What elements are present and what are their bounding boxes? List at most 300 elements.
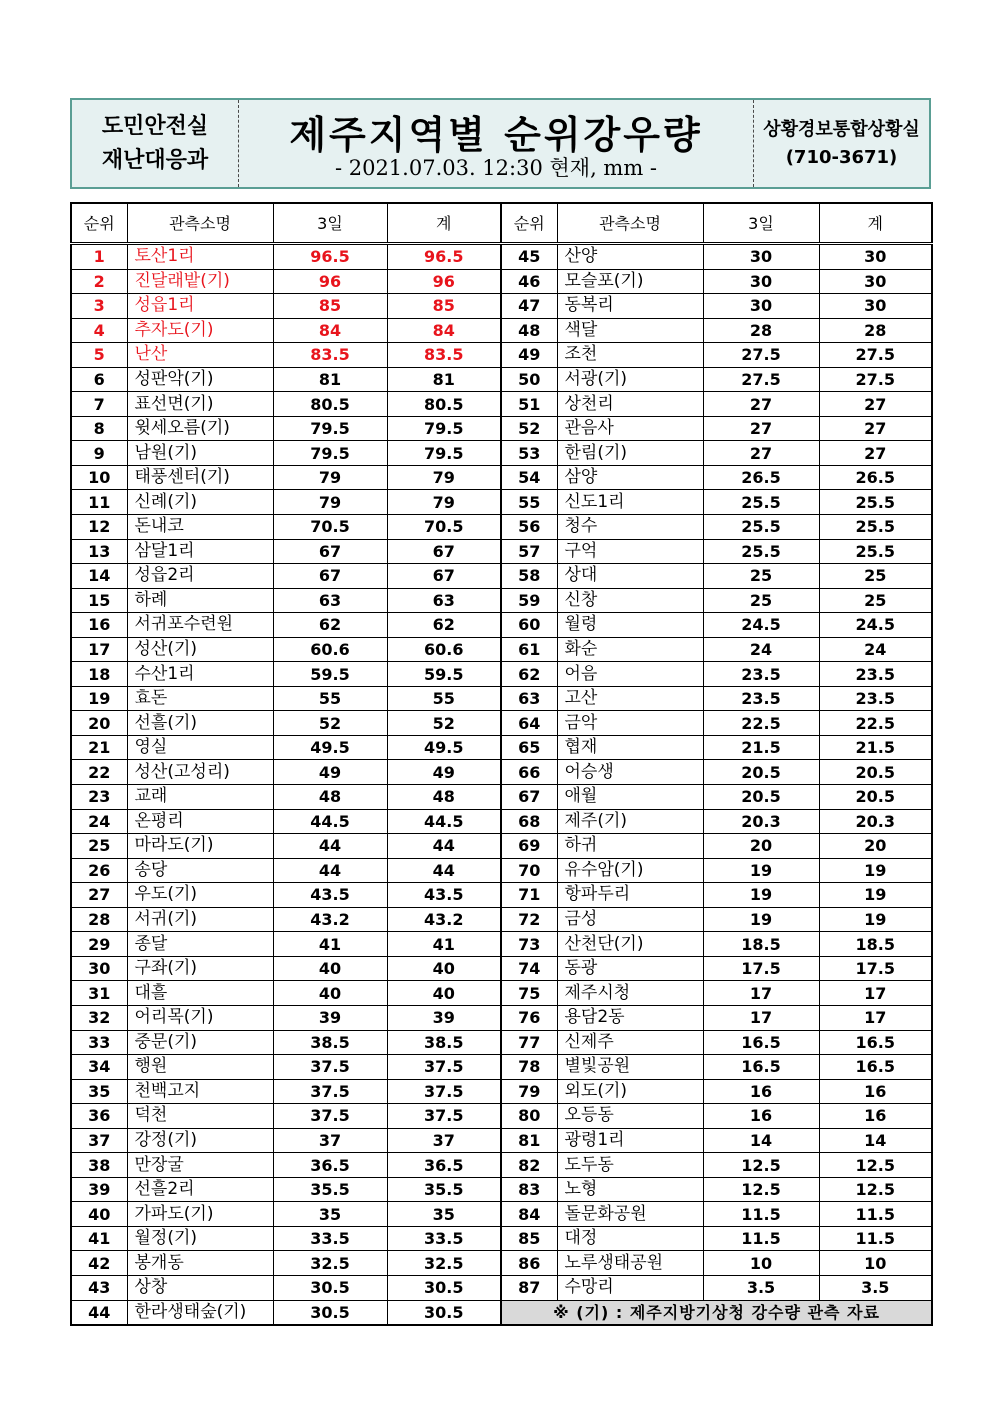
rank-cell: 58 [501, 564, 557, 589]
total-rainfall-cell: 30 [819, 244, 932, 270]
total-rainfall-cell: 14 [819, 1128, 932, 1153]
rank-cell: 65 [501, 735, 557, 760]
total-rainfall-cell: 16.5 [819, 1030, 932, 1055]
station-name-cell: 강정(기) [127, 1128, 273, 1153]
table-row [71, 858, 501, 883]
station-name-cell: 종달 [127, 932, 273, 957]
station-name-cell: 협재 [557, 735, 703, 760]
table-row [501, 711, 932, 736]
three-day-rainfall-cell: 30 [703, 269, 819, 294]
three-day-rainfall-cell: 20.5 [703, 760, 819, 785]
col-header-rank: 순위 [501, 203, 557, 244]
station-name-cell: 조천 [557, 343, 703, 368]
three-day-rainfall-cell: 41 [273, 932, 387, 957]
three-day-rainfall-cell: 12.5 [703, 1153, 819, 1178]
total-rainfall-cell: 25.5 [819, 539, 932, 564]
total-rainfall-cell: 49.5 [387, 735, 501, 760]
station-name-cell: 만장굴 [127, 1153, 273, 1178]
rank-cell: 71 [501, 883, 557, 908]
total-rainfall-cell: 35 [387, 1202, 501, 1227]
total-rainfall-cell: 23.5 [819, 686, 932, 711]
three-day-rainfall-cell: 23.5 [703, 662, 819, 687]
table-row [71, 465, 501, 490]
total-rainfall-cell: 30.5 [387, 1275, 501, 1300]
total-rainfall-cell: 83.5 [387, 343, 501, 368]
table-row [501, 1251, 932, 1276]
department-line1: 도민안전실 [101, 113, 209, 139]
total-rainfall-cell: 20 [819, 834, 932, 859]
total-rainfall-cell: 38.5 [387, 1030, 501, 1055]
three-day-rainfall-cell: 80.5 [273, 392, 387, 417]
station-name-cell: 어음 [557, 662, 703, 687]
rank-cell: 42 [71, 1251, 127, 1276]
office-name: 상황경보통합상황실 [763, 118, 920, 140]
station-name-cell: 진달래밭(기) [127, 269, 273, 294]
rank-cell: 67 [501, 785, 557, 810]
three-day-rainfall-cell: 25.5 [703, 515, 819, 540]
total-rainfall-cell: 12.5 [819, 1153, 932, 1178]
table-row [71, 956, 501, 981]
table-row [501, 932, 932, 957]
rank-cell: 1 [71, 244, 127, 270]
station-name-cell: 동광 [557, 956, 703, 981]
total-rainfall-cell: 27 [819, 392, 932, 417]
three-day-rainfall-cell: 25 [703, 564, 819, 589]
rank-cell: 56 [501, 515, 557, 540]
station-name-cell: 토산1리 [127, 244, 273, 270]
rank-cell: 18 [71, 662, 127, 687]
three-day-rainfall-cell: 27 [703, 392, 819, 417]
rank-cell: 36 [71, 1104, 127, 1129]
table-row [71, 809, 501, 834]
office-box [754, 100, 929, 187]
three-day-rainfall-cell: 11.5 [703, 1202, 819, 1227]
col-header-station: 관측소명 [557, 203, 703, 244]
station-name-cell: 천백고지 [127, 1079, 273, 1104]
total-rainfall-cell: 60.6 [387, 637, 501, 662]
station-name-cell: 서광(기) [557, 367, 703, 392]
rainfall-table-left [70, 202, 502, 1326]
station-name-cell: 도두동 [557, 1153, 703, 1178]
three-day-rainfall-cell: 20 [703, 834, 819, 859]
table-row [501, 1128, 932, 1153]
station-name-cell: 모슬포(기) [557, 269, 703, 294]
three-day-rainfall-cell: 25.5 [703, 539, 819, 564]
rank-cell: 2 [71, 269, 127, 294]
total-rainfall-cell: 12.5 [819, 1177, 932, 1202]
station-name-cell: 추자도(기) [127, 318, 273, 343]
col-header-three-day: 3일 [273, 203, 387, 244]
rank-cell: 35 [71, 1079, 127, 1104]
table-row [501, 1275, 932, 1300]
rank-cell: 31 [71, 981, 127, 1006]
rank-cell: 30 [71, 956, 127, 981]
table-row [501, 244, 932, 270]
three-day-rainfall-cell: 59.5 [273, 662, 387, 687]
three-day-rainfall-cell: 30.5 [273, 1300, 387, 1325]
table-header-row [71, 203, 501, 244]
table-row [71, 637, 501, 662]
table-row [501, 1177, 932, 1202]
three-day-rainfall-cell: 28 [703, 318, 819, 343]
col-header-three-day: 3일 [703, 203, 819, 244]
rank-cell: 53 [501, 441, 557, 466]
total-rainfall-cell: 30 [819, 269, 932, 294]
table-row [501, 392, 932, 417]
total-rainfall-cell: 23.5 [819, 662, 932, 687]
total-rainfall-cell: 79 [387, 465, 501, 490]
rank-cell: 40 [71, 1202, 127, 1227]
three-day-rainfall-cell: 32.5 [273, 1251, 387, 1276]
table-row [71, 294, 501, 319]
table-row [71, 564, 501, 589]
table-row [501, 269, 932, 294]
table-row [501, 735, 932, 760]
three-day-rainfall-cell: 62 [273, 613, 387, 638]
total-rainfall-cell: 11.5 [819, 1226, 932, 1251]
rainfall-table-right [500, 202, 933, 1326]
three-day-rainfall-cell: 11.5 [703, 1226, 819, 1251]
total-rainfall-cell: 44 [387, 858, 501, 883]
station-name-cell: 색달 [557, 318, 703, 343]
rank-cell: 86 [501, 1251, 557, 1276]
rank-cell: 39 [71, 1177, 127, 1202]
three-day-rainfall-cell: 40 [273, 981, 387, 1006]
rank-cell: 11 [71, 490, 127, 515]
total-rainfall-cell: 28 [819, 318, 932, 343]
three-day-rainfall-cell: 19 [703, 883, 819, 908]
table-row [71, 1104, 501, 1129]
rank-cell: 52 [501, 416, 557, 441]
station-name-cell: 산천단(기) [557, 932, 703, 957]
table-row [501, 515, 932, 540]
table-row [71, 883, 501, 908]
table-row [71, 244, 501, 270]
station-name-cell: 구억 [557, 539, 703, 564]
station-name-cell: 성읍1리 [127, 294, 273, 319]
rank-cell: 70 [501, 858, 557, 883]
rank-cell: 28 [71, 907, 127, 932]
rank-cell: 29 [71, 932, 127, 957]
table-row [71, 343, 501, 368]
rank-cell: 83 [501, 1177, 557, 1202]
station-name-cell: 돌문화공원 [557, 1202, 703, 1227]
rank-cell: 41 [71, 1226, 127, 1251]
total-rainfall-cell: 81 [387, 367, 501, 392]
three-day-rainfall-cell: 84 [273, 318, 387, 343]
rank-cell: 73 [501, 932, 557, 957]
total-rainfall-cell: 41 [387, 932, 501, 957]
total-rainfall-cell: 35.5 [387, 1177, 501, 1202]
three-day-rainfall-cell: 18.5 [703, 932, 819, 957]
total-rainfall-cell: 67 [387, 564, 501, 589]
total-rainfall-cell: 37.5 [387, 1079, 501, 1104]
station-name-cell: 애월 [557, 785, 703, 810]
table-row [501, 662, 932, 687]
table-row [71, 1128, 501, 1153]
three-day-rainfall-cell: 37 [273, 1128, 387, 1153]
table-row [501, 858, 932, 883]
table-row [71, 1251, 501, 1276]
rank-cell: 3 [71, 294, 127, 319]
report-title: 제주지역별 순위강우량 [289, 113, 703, 157]
station-name-cell: 수망리 [557, 1275, 703, 1300]
table-row [71, 1202, 501, 1227]
rank-cell: 13 [71, 539, 127, 564]
station-name-cell: 유수암(기) [557, 858, 703, 883]
station-name-cell: 상천리 [557, 392, 703, 417]
table-row [501, 1055, 932, 1080]
station-name-cell: 상대 [557, 564, 703, 589]
rank-cell: 76 [501, 1005, 557, 1030]
total-rainfall-cell: 79.5 [387, 441, 501, 466]
three-day-rainfall-cell: 17 [703, 1005, 819, 1030]
total-rainfall-cell: 40 [387, 981, 501, 1006]
total-rainfall-cell: 40 [387, 956, 501, 981]
three-day-rainfall-cell: 24.5 [703, 613, 819, 638]
rank-cell: 64 [501, 711, 557, 736]
total-rainfall-cell: 24 [819, 637, 932, 662]
rank-cell: 12 [71, 515, 127, 540]
three-day-rainfall-cell: 27.5 [703, 343, 819, 368]
station-name-cell: 영실 [127, 735, 273, 760]
total-rainfall-cell: 39 [387, 1005, 501, 1030]
total-rainfall-cell: 25.5 [819, 515, 932, 540]
three-day-rainfall-cell: 27.5 [703, 367, 819, 392]
rank-cell: 66 [501, 760, 557, 785]
three-day-rainfall-cell: 79 [273, 490, 387, 515]
station-name-cell: 구좌(기) [127, 956, 273, 981]
rank-cell: 5 [71, 343, 127, 368]
station-name-cell: 성산(고성리) [127, 760, 273, 785]
station-name-cell: 선흘2리 [127, 1177, 273, 1202]
table-row [501, 883, 932, 908]
rank-cell: 81 [501, 1128, 557, 1153]
total-rainfall-cell: 20.3 [819, 809, 932, 834]
station-name-cell: 산양 [557, 244, 703, 270]
total-rainfall-cell: 26.5 [819, 465, 932, 490]
table-row [501, 809, 932, 834]
three-day-rainfall-cell: 10 [703, 1251, 819, 1276]
station-name-cell: 난산 [127, 343, 273, 368]
three-day-rainfall-cell: 3.5 [703, 1275, 819, 1300]
total-rainfall-cell: 10 [819, 1251, 932, 1276]
three-day-rainfall-cell: 70.5 [273, 515, 387, 540]
three-day-rainfall-cell: 16.5 [703, 1055, 819, 1080]
station-name-cell: 중문(기) [127, 1030, 273, 1055]
station-name-cell: 수산1리 [127, 662, 273, 687]
three-day-rainfall-cell: 96 [273, 269, 387, 294]
table-row [501, 294, 932, 319]
rank-cell: 27 [71, 883, 127, 908]
total-rainfall-cell: 85 [387, 294, 501, 319]
rank-cell: 16 [71, 613, 127, 638]
total-rainfall-cell: 80.5 [387, 392, 501, 417]
station-name-cell: 월령 [557, 613, 703, 638]
three-day-rainfall-cell: 30 [703, 294, 819, 319]
station-name-cell: 하귀 [557, 834, 703, 859]
total-rainfall-cell: 20.5 [819, 760, 932, 785]
three-day-rainfall-cell: 39 [273, 1005, 387, 1030]
total-rainfall-cell: 84 [387, 318, 501, 343]
rank-cell: 32 [71, 1005, 127, 1030]
three-day-rainfall-cell: 36.5 [273, 1153, 387, 1178]
total-rainfall-cell: 37.5 [387, 1055, 501, 1080]
rank-cell: 68 [501, 809, 557, 834]
station-name-cell: 온평리 [127, 809, 273, 834]
three-day-rainfall-cell: 49 [273, 760, 387, 785]
three-day-rainfall-cell: 23.5 [703, 686, 819, 711]
table-row [71, 515, 501, 540]
three-day-rainfall-cell: 81 [273, 367, 387, 392]
station-name-cell: 한라생태숲(기) [127, 1300, 273, 1325]
station-name-cell: 남원(기) [127, 441, 273, 466]
total-rainfall-cell: 21.5 [819, 735, 932, 760]
table-row [501, 1104, 932, 1129]
table-row [501, 490, 932, 515]
rank-cell: 25 [71, 834, 127, 859]
rank-cell: 62 [501, 662, 557, 687]
table-row [71, 711, 501, 736]
table-row [71, 392, 501, 417]
rank-cell: 21 [71, 735, 127, 760]
station-name-cell: 한림(기) [557, 441, 703, 466]
source-note: ※ (기) : 제주지방기상청 강수량 관측 자료 [501, 1300, 932, 1325]
station-name-cell: 오등동 [557, 1104, 703, 1129]
three-day-rainfall-cell: 25 [703, 588, 819, 613]
station-name-cell: 별빛공원 [557, 1055, 703, 1080]
station-name-cell: 어승생 [557, 760, 703, 785]
table-row [71, 588, 501, 613]
col-header-station: 관측소명 [127, 203, 273, 244]
station-name-cell: 효돈 [127, 686, 273, 711]
rank-cell: 57 [501, 539, 557, 564]
table-row [501, 1153, 932, 1178]
three-day-rainfall-cell: 96.5 [273, 244, 387, 270]
col-header-rank: 순위 [71, 203, 127, 244]
three-day-rainfall-cell: 35 [273, 1202, 387, 1227]
rank-cell: 82 [501, 1153, 557, 1178]
three-day-rainfall-cell: 55 [273, 686, 387, 711]
col-header-total: 계 [387, 203, 501, 244]
total-rainfall-cell: 79.5 [387, 416, 501, 441]
total-rainfall-cell: 17 [819, 981, 932, 1006]
three-day-rainfall-cell: 67 [273, 564, 387, 589]
total-rainfall-cell: 16.5 [819, 1055, 932, 1080]
total-rainfall-cell: 96 [387, 269, 501, 294]
rank-cell: 19 [71, 686, 127, 711]
table-row [71, 735, 501, 760]
rank-cell: 23 [71, 785, 127, 810]
station-name-cell: 관음사 [557, 416, 703, 441]
total-rainfall-cell: 24.5 [819, 613, 932, 638]
three-day-rainfall-cell: 79.5 [273, 441, 387, 466]
total-rainfall-cell: 16 [819, 1079, 932, 1104]
table-row [501, 834, 932, 859]
station-name-cell: 마라도(기) [127, 834, 273, 859]
table-row [71, 1079, 501, 1104]
rank-cell: 75 [501, 981, 557, 1006]
total-rainfall-cell: 11.5 [819, 1202, 932, 1227]
total-rainfall-cell: 25.5 [819, 490, 932, 515]
rank-cell: 8 [71, 416, 127, 441]
table-header-row [501, 203, 932, 244]
total-rainfall-cell: 59.5 [387, 662, 501, 687]
rank-cell: 78 [501, 1055, 557, 1080]
table-row [501, 1005, 932, 1030]
rank-cell: 49 [501, 343, 557, 368]
three-day-rainfall-cell: 27 [703, 416, 819, 441]
total-rainfall-cell: 30.5 [387, 1300, 501, 1325]
total-rainfall-cell: 25 [819, 564, 932, 589]
rank-cell: 48 [501, 318, 557, 343]
table-row [501, 416, 932, 441]
station-name-cell: 교래 [127, 785, 273, 810]
rank-cell: 7 [71, 392, 127, 417]
three-day-rainfall-cell: 25.5 [703, 490, 819, 515]
table-row [71, 318, 501, 343]
total-rainfall-cell: 16 [819, 1104, 932, 1129]
total-rainfall-cell: 3.5 [819, 1275, 932, 1300]
three-day-rainfall-cell: 17.5 [703, 956, 819, 981]
three-day-rainfall-cell: 37.5 [273, 1055, 387, 1080]
note-row [501, 1300, 932, 1325]
station-name-cell: 봉개동 [127, 1251, 273, 1276]
three-day-rainfall-cell: 49.5 [273, 735, 387, 760]
total-rainfall-cell: 62 [387, 613, 501, 638]
station-name-cell: 대흘 [127, 981, 273, 1006]
station-name-cell: 성판악(기) [127, 367, 273, 392]
total-rainfall-cell: 55 [387, 686, 501, 711]
three-day-rainfall-cell: 30 [703, 244, 819, 270]
rank-cell: 45 [501, 244, 557, 270]
station-name-cell: 어리목(기) [127, 1005, 273, 1030]
table-row [71, 1177, 501, 1202]
station-name-cell: 덕천 [127, 1104, 273, 1129]
three-day-rainfall-cell: 44.5 [273, 809, 387, 834]
rank-cell: 33 [71, 1030, 127, 1055]
rank-cell: 46 [501, 269, 557, 294]
three-day-rainfall-cell: 37.5 [273, 1104, 387, 1129]
table-row [71, 1226, 501, 1251]
station-name-cell: 삼양 [557, 465, 703, 490]
total-rainfall-cell: 49 [387, 760, 501, 785]
table-row [501, 1226, 932, 1251]
table-row [71, 932, 501, 957]
table-row [71, 1275, 501, 1300]
table-row [71, 539, 501, 564]
table-row [71, 490, 501, 515]
rank-cell: 38 [71, 1153, 127, 1178]
table-row [71, 760, 501, 785]
three-day-rainfall-cell: 12.5 [703, 1177, 819, 1202]
station-name-cell: 용담2동 [557, 1005, 703, 1030]
table-row [71, 662, 501, 687]
total-rainfall-cell: 33.5 [387, 1226, 501, 1251]
total-rainfall-cell: 27.5 [819, 367, 932, 392]
station-name-cell: 가파도(기) [127, 1202, 273, 1227]
total-rainfall-cell: 25 [819, 588, 932, 613]
report-header [70, 98, 931, 189]
total-rainfall-cell: 37 [387, 1128, 501, 1153]
table-row [501, 367, 932, 392]
three-day-rainfall-cell: 20.3 [703, 809, 819, 834]
three-day-rainfall-cell: 21.5 [703, 735, 819, 760]
rank-cell: 72 [501, 907, 557, 932]
three-day-rainfall-cell: 44 [273, 858, 387, 883]
station-name-cell: 표선면(기) [127, 392, 273, 417]
station-name-cell: 돈내코 [127, 515, 273, 540]
